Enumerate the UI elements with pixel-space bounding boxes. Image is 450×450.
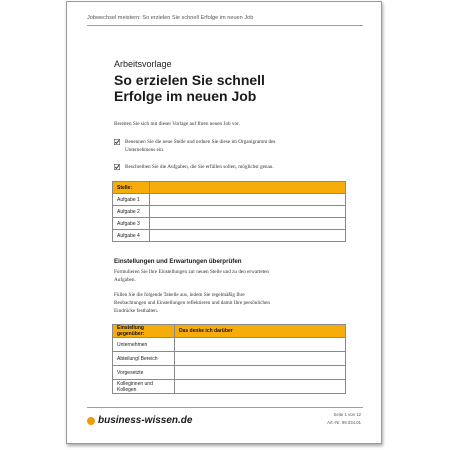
logo-dot-icon — [87, 417, 95, 425]
table-cell-input[interactable] — [150, 206, 346, 218]
table-cell-input[interactable] — [175, 352, 346, 366]
article-number: Art.-Nr. 99.034.01 — [327, 420, 361, 425]
table-header-cell: Stelle: — [113, 182, 150, 194]
document-page — [66, 1, 382, 444]
table-header-cell: Einstellung gegenüber: — [113, 325, 175, 338]
table-row — [113, 380, 346, 394]
paragraph-line: Eindrücke festhalten. — [114, 308, 159, 314]
checklist-text: Beschreiben Sie die Aufgaben, die Sie erfüllen sollen, möglichst genau. — [125, 164, 274, 170]
paragraph-line: Beobachtungen und Einstellungen reflektieren und damit Ihre persönlichen — [114, 300, 271, 306]
checklist-item — [114, 138, 364, 154]
table-cell-input[interactable] — [175, 380, 346, 394]
table-row — [113, 194, 346, 206]
table-cell-input[interactable] — [150, 194, 346, 206]
table-row — [113, 206, 346, 218]
table-row — [113, 218, 346, 230]
table-row — [113, 230, 346, 242]
table-cell-label: Aufgabe 2 — [113, 206, 150, 218]
business-wissen-logo — [87, 415, 192, 426]
paragraph-line: Aufgaben. — [114, 277, 136, 283]
table-cell-label: Aufgabe 3 — [113, 218, 150, 230]
checkbox-checked-icon — [114, 164, 120, 170]
logo-text: business-wissen.de — [98, 415, 193, 426]
footer-divider — [87, 407, 363, 408]
title-line-1: So erzielen Sie schnell — [114, 72, 265, 88]
attitudes-table — [112, 324, 346, 394]
page-number: Seite 1 von 12 — [333, 412, 361, 417]
tasks-table — [112, 181, 346, 242]
checkbox-checked-icon — [114, 139, 120, 145]
paragraph-line: Füllen Sie die folgende Tabelle aus, indem Sie regelmäßig Ihre — [114, 292, 245, 298]
table-row — [113, 352, 346, 366]
checklist-text: Unternehmens ein. — [125, 147, 165, 153]
table-cell-input[interactable] — [175, 366, 346, 380]
table-cell-input[interactable] — [150, 230, 346, 242]
running-header: Jobwechsel meistern: So erzielen Sie schnell Erfolge im neuen Job — [87, 15, 363, 26]
table-cell-input[interactable] — [175, 338, 346, 352]
table-header-row — [113, 182, 346, 194]
document-subtitle: Arbeitsvorlage — [114, 59, 172, 69]
table-cell-label: Vorgesetzte — [113, 366, 175, 380]
table-row — [113, 338, 346, 352]
table-cell-input[interactable] — [150, 218, 346, 230]
table-row — [113, 366, 346, 380]
intro-text: Bereiten Sie sich mit dieser Vorlage auf Ihren neuen Job vor. — [114, 121, 240, 127]
table-cell-label: Aufgabe 4 — [113, 230, 150, 242]
table-header-cell: Das denke ich darüber — [175, 325, 346, 338]
title-line-2: Erfolge im neuen Job — [114, 88, 257, 104]
paragraph-1 — [114, 268, 269, 284]
table-cell-label: Aufgabe 1 — [113, 194, 150, 206]
section-heading: Einstellungen und Erwartungen überprüfen — [114, 258, 242, 265]
document-title — [114, 72, 265, 104]
table-header-cell — [150, 182, 346, 194]
table-cell-label: Abteilung/ Bereich — [113, 352, 175, 366]
paragraph-2 — [114, 291, 270, 315]
table-cell-label: Unternehmen — [113, 338, 175, 352]
paragraph-line: Formulieren Sie Ihre Einstellungen zur neuen Stelle und zu den erwarteten — [114, 269, 269, 275]
table-cell-label: Kolleginnen und Kollegen — [113, 380, 175, 394]
checklist-text: Benennen Sie die neue Stelle und ordnen Sie diese im Organigramm des — [125, 139, 276, 145]
table-header-row — [113, 325, 346, 338]
checklist-item — [114, 163, 364, 171]
